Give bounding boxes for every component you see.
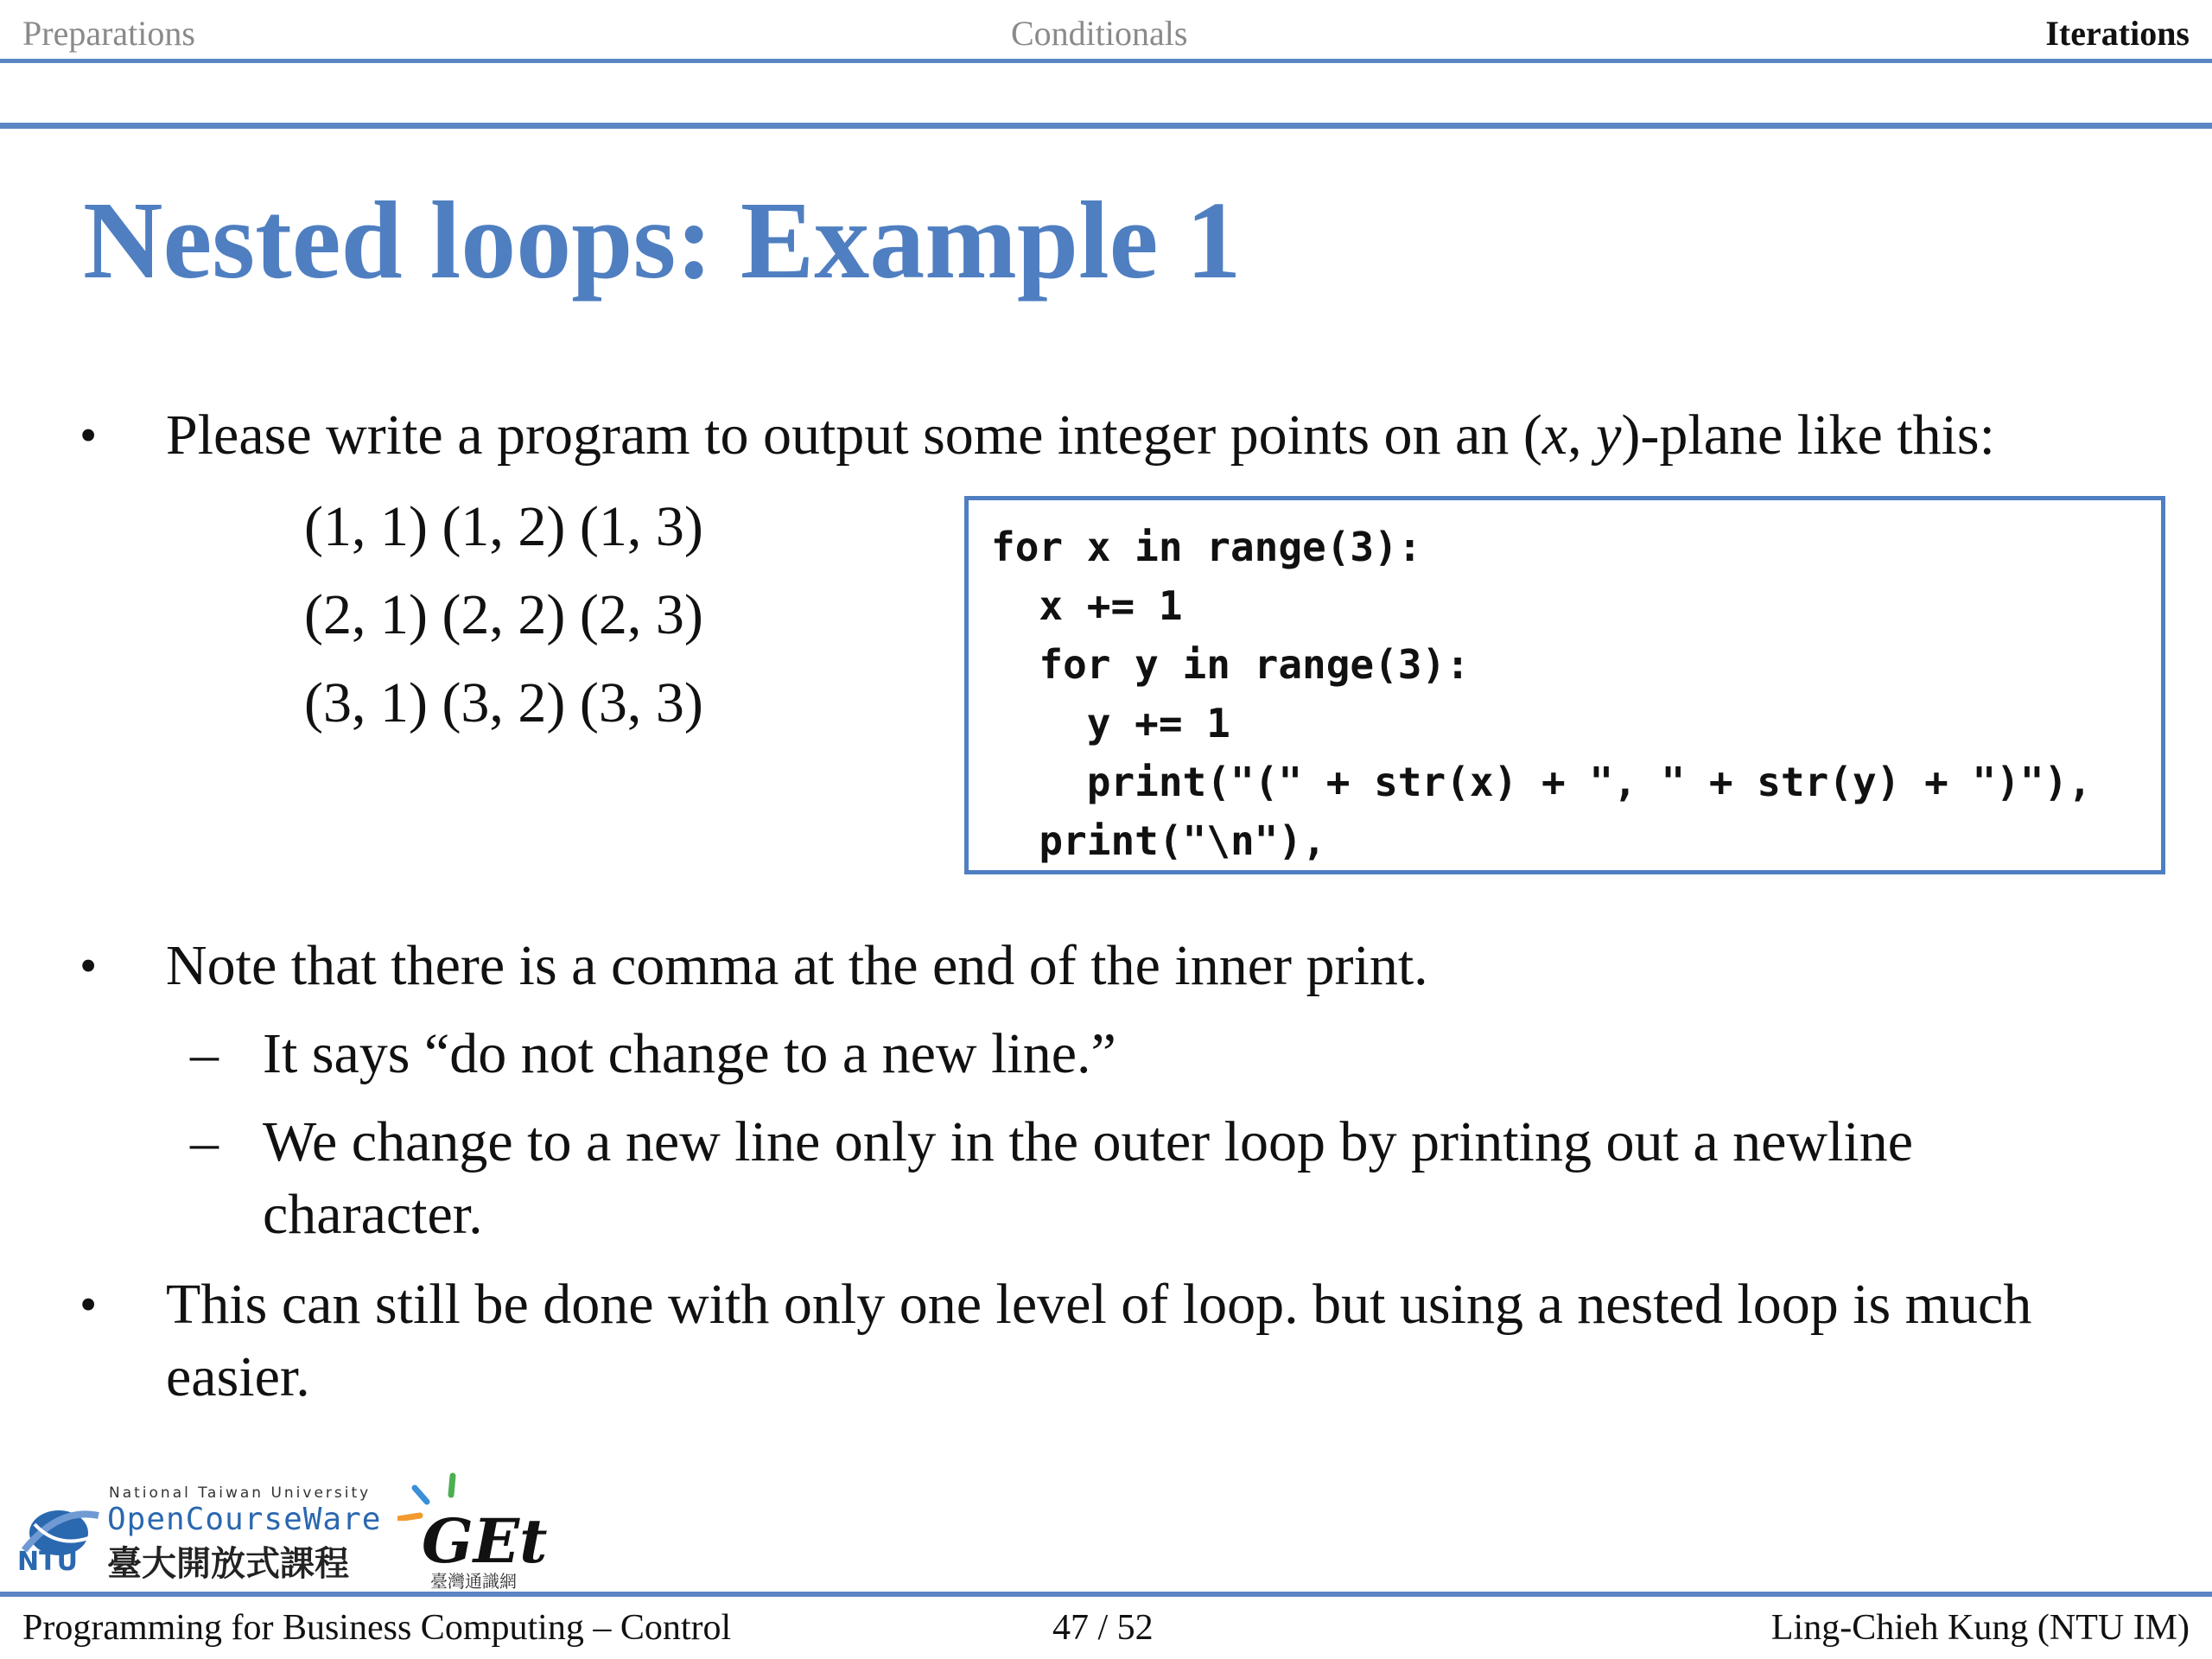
footer-divider [0,1592,2212,1597]
var-y: y [1596,404,1622,467]
ntu-wordmark: NTU [17,1547,78,1577]
code-line: print("\n"), [991,817,1326,864]
bullet-marker: • [79,407,98,463]
code-line: for y in range(3): [991,641,1470,688]
bullet-3-text: This can still be done with only one level of loop. but using a nested loop is much easier. [166,1273,2032,1408]
footer-author: Ling-Chieh Kung (NTU IM) [1770,1608,2190,1648]
header-divider [0,59,2212,63]
footer-page-number: 47 / 52 [1052,1608,1154,1648]
sub-bullet-marker: – [190,1110,219,1173]
get-subtitle: 臺灣通識網 [430,1571,517,1592]
nav-item-conditionals[interactable]: Conditionals [1011,14,1188,53]
points-row: (3, 1) (3, 2) (3, 3) [304,671,703,734]
points-row: (1, 1) (1, 2) (1, 3) [304,495,703,558]
get-wordmark: GEt [422,1505,548,1577]
points-row: (2, 1) (2, 2) (2, 3) [304,583,703,646]
sub-bullet-2-text: We change to a new line only in the outer loop by printing out a newline character. [263,1110,1914,1246]
bullet-1-comma: , [1567,404,1597,467]
bullet-marker: • [79,938,98,994]
bullet-2-text: Note that there is a comma at the end of the inner print. [166,934,1428,997]
code-block [964,496,2165,874]
code-line: x += 1 [991,582,1183,629]
bullet-1-suffix: )-plane like this: [1621,404,1995,467]
get-logo [397,1469,548,1592]
sub-bullet-marker: – [190,1022,219,1085]
code-line: for x in range(3): [991,524,1422,570]
var-x: x [1541,404,1568,467]
bullet-marker: • [79,1276,98,1332]
ntu-opencourseware-logo [16,1484,387,1584]
bullet-1-prefix: Please write a program to output some integer points on an ( [166,404,1542,467]
bullet-1-text [166,399,1995,472]
slide-title: Nested loops: Example 1 [83,179,1242,302]
nav-item-iterations[interactable]: Iterations [2045,14,2190,53]
nav-item-preparations[interactable]: Preparations [22,14,195,53]
ocw-chinese-name: 臺大開放式課程 [107,1543,349,1584]
ocw-university-name: National Taiwan University [109,1484,372,1502]
sub-bullet-1-text: It says “do not change to a new line.” [263,1022,1116,1085]
code-line: print("(" + str(x) + ", " + str(y) + ")"), [991,759,2092,805]
ocw-wordmark: OpenCourseWare [107,1502,382,1537]
footer-course-title: Programming for Business Computing – Control [22,1608,732,1648]
header-nav [0,0,2212,60]
code-line: y += 1 [991,700,1230,747]
header-divider-lower [0,123,2212,129]
